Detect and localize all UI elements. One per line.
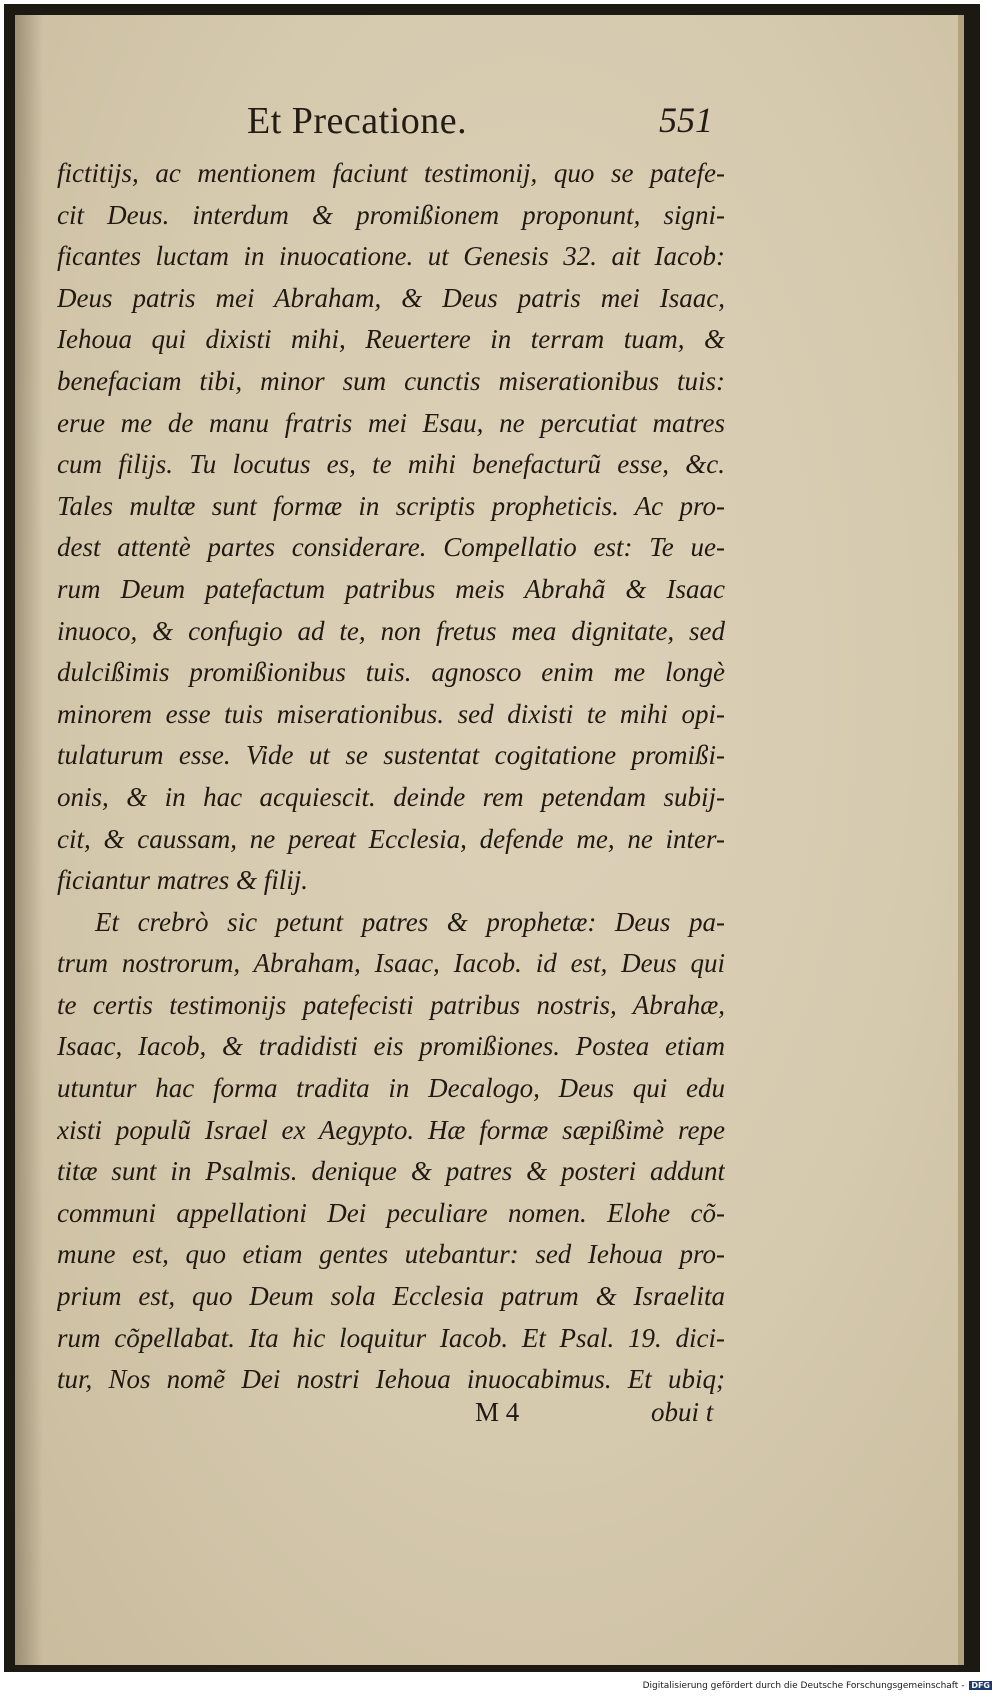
text-line: erue me de manu fratris mei Esau, ne percutiat matres: [57, 407, 725, 438]
book-page: [15, 15, 964, 1665]
text-line: Et crebrò sic petunt patres & prophetæ: Deus pa-: [95, 906, 725, 937]
text-line: dulcißimis promißionibus tuis. agnosco enim me longè: [57, 657, 725, 688]
text-line: prium est, quo Deum sola Ecclesia patrum & Israelita: [57, 1281, 725, 1312]
text-line: te certis testimonijs patefecisti patribus nostris, Abrahæ,: [57, 989, 725, 1020]
text-line: Isaac, Iacob, & tradidisti eis promißiones. Postea etiam: [57, 1031, 725, 1062]
text-line: ficiantur matres & filij.: [57, 865, 309, 896]
running-head: Et Precatione.: [247, 100, 468, 142]
scan-frame: [4, 4, 980, 1672]
signature-mark: M 4: [475, 1397, 520, 1427]
text-line: fictitijs, ac mentionem faciunt testimonij, quo se patefe-: [57, 158, 725, 188]
text-line: tulaturum esse. Vide ut se sustentat cogitatione promißi-: [57, 740, 725, 771]
text-line: mune est, quo etiam gentes utebantur: sed Iehoua pro-: [57, 1239, 725, 1270]
text-line: Tales multæ sunt formæ in scriptis propheticis. Ac pro-: [57, 490, 725, 521]
text-line: benefaciam tibi, minor sum cunctis miserationibus tuis:: [57, 365, 725, 396]
text-line: tur, Nos nomẽ Dei nostri Iehoua inuocabimus. Et ubiq;: [57, 1364, 725, 1395]
page-number: 551: [659, 100, 713, 140]
text-line: dest attentè partes considerare. Compellatio est: Te ue-: [57, 532, 725, 563]
text-line: inuoco, & confugio ad te, non fretus mea dignitate, sed: [57, 615, 725, 646]
text-line: onis, & in hac acquiescit. deinde rem petendam subij-: [57, 781, 725, 812]
text-line: cit Deus. interdum & promißionem proponunt, signi-: [57, 199, 725, 230]
page-gutter-shadow: [15, 15, 43, 1665]
text-line: Deus patris mei Abraham, & Deus patris mei Isaac,: [57, 282, 725, 313]
text-line: Iehoua qui dixisti mihi, Reuertere in terram tuam, &: [57, 324, 725, 355]
text-line: communi appellationi Dei peculiare nomen. Elohe cõ-: [57, 1197, 725, 1228]
text-line: minorem esse tuis miserationibus. sed dixisti te mihi opi-: [57, 698, 725, 729]
catchword: obui t: [651, 1397, 714, 1427]
text-line: rum Deum patefactum patribus meis Abrahã & Isaac: [57, 573, 725, 604]
text-line: ficantes luctam in inuocatione. ut Genesis 32. ait Iacob:: [57, 241, 725, 272]
text-line: rum cõpellabat. Ita hic loquitur Iacob. Et Psal. 19. dici-: [57, 1322, 725, 1353]
text-line: cit, & caussam, ne pereat Ecclesia, defende me, ne inter-: [57, 823, 725, 854]
digitization-credit: [643, 1681, 992, 1691]
credit-text: Digitalisierung gefördert durch die Deutsche Forschungsgemeinschaft -: [642, 1681, 965, 1691]
text-line: utuntur hac forma tradita in Decalogo, Deus qui edu: [57, 1073, 725, 1104]
dfg-logo-icon: DFG: [971, 1681, 990, 1690]
text-line: titæ sunt in Psalmis. denique & patres & posteri addunt: [57, 1156, 725, 1187]
text-line: trum nostrorum, Abraham, Isaac, Iacob. id est, Deus qui: [57, 948, 725, 979]
text-line: xisti populũ Israel ex Aegypto. Hæ formæ sæpißimè repe: [57, 1114, 725, 1145]
body-text: [57, 153, 725, 1401]
text-line: cum filijs. Tu locutus es, te mihi benefacturũ esse, &c.: [57, 449, 725, 480]
